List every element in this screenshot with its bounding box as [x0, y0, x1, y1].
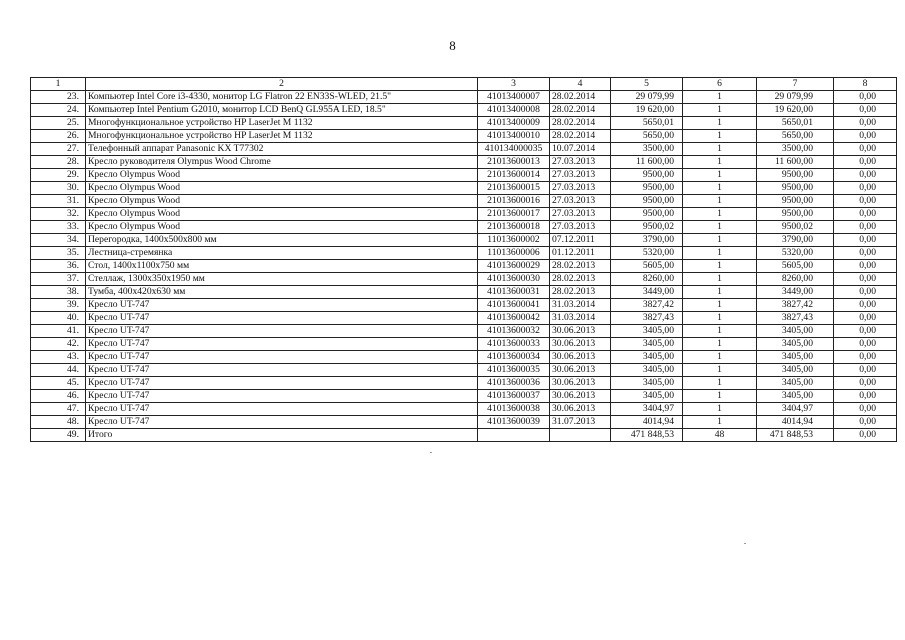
table-row: [31, 91, 897, 104]
cost-cell: 3449,00: [757, 286, 834, 299]
item-name-cell: Кресло UT-747: [86, 312, 478, 325]
column-header: 3: [478, 78, 550, 91]
column-header: 6: [683, 78, 757, 91]
table-row: [31, 208, 897, 221]
quantity-cell: 1: [683, 156, 757, 169]
table-row: [31, 234, 897, 247]
cost-cell: 5650,01: [757, 117, 834, 130]
item-name-cell: Кресло UT-747: [86, 299, 478, 312]
row-number-cell: 26.: [31, 130, 86, 143]
scan-speck: [744, 543, 746, 544]
inventory-number-cell: 41013600035: [478, 364, 550, 377]
quantity-cell: 1: [683, 325, 757, 338]
date-cell: 28.02.2014: [550, 104, 611, 117]
initial-cost-cell: 3405,00: [611, 377, 683, 390]
row-number-cell: 39.: [31, 299, 86, 312]
row-number-cell: 36.: [31, 260, 86, 273]
initial-cost-cell: 5650,01: [611, 117, 683, 130]
inventory-number-cell: 410134000035: [478, 143, 550, 156]
cost-cell: 29 079,99: [757, 91, 834, 104]
row-number-cell: 46.: [31, 390, 86, 403]
inventory-number-cell: 41013600037: [478, 390, 550, 403]
date-cell: 28.02.2014: [550, 130, 611, 143]
row-number-cell: 29.: [31, 169, 86, 182]
quantity-cell: 1: [683, 221, 757, 234]
residual-value-cell: 0,00: [834, 286, 897, 299]
date-cell: 30.06.2013: [550, 377, 611, 390]
cost-cell: 3404,97: [757, 403, 834, 416]
initial-cost-cell: 5320,00: [611, 247, 683, 260]
residual-value-cell: 0,00: [834, 104, 897, 117]
residual-value-cell: 0,00: [834, 273, 897, 286]
item-name-cell: Кресло UT-747: [86, 403, 478, 416]
table-body: [31, 78, 897, 442]
table-row: [31, 156, 897, 169]
row-number-cell: 32.: [31, 208, 86, 221]
table-header-row: [31, 78, 897, 91]
row-number-cell: 31.: [31, 195, 86, 208]
table-row: [31, 299, 897, 312]
inventory-number-cell: 41013400010: [478, 130, 550, 143]
quantity-cell: 1: [683, 286, 757, 299]
row-number-cell: 38.: [31, 286, 86, 299]
table-row: [31, 429, 897, 442]
item-name-cell: Кресло Olympus Wood: [86, 182, 478, 195]
item-name-cell: Многофункциональное устройство HP LaserJet M 1132: [86, 130, 478, 143]
date-cell: 27.03.2013: [550, 156, 611, 169]
inventory-number-cell: 41013400009: [478, 117, 550, 130]
row-number-cell: 45.: [31, 377, 86, 390]
cost-cell: 4014,94: [757, 416, 834, 429]
residual-value-cell: 0,00: [834, 260, 897, 273]
inventory-number-cell: 41013600042: [478, 312, 550, 325]
item-name-cell: Перегородка, 1400x500x800 мм: [86, 234, 478, 247]
quantity-cell: 1: [683, 273, 757, 286]
item-name-cell: Кресло Olympus Wood: [86, 195, 478, 208]
quantity-cell: 1: [683, 247, 757, 260]
inventory-number-cell: 21013600018: [478, 221, 550, 234]
column-header: 1: [31, 78, 86, 91]
cost-cell: 3405,00: [757, 377, 834, 390]
item-name-cell: Кресло Olympus Wood: [86, 221, 478, 234]
row-number-cell: 37.: [31, 273, 86, 286]
residual-value-cell: 0,00: [834, 429, 897, 442]
table-row: [31, 286, 897, 299]
initial-cost-cell: 471 848,53: [611, 429, 683, 442]
item-name-cell: Кресло UT-747: [86, 377, 478, 390]
quantity-cell: 1: [683, 104, 757, 117]
cost-cell: 471 848,53: [757, 429, 834, 442]
quantity-cell: 1: [683, 234, 757, 247]
quantity-cell: 1: [683, 416, 757, 429]
inventory-number-cell: 41013600034: [478, 351, 550, 364]
cost-cell: 3405,00: [757, 364, 834, 377]
cost-cell: 3405,00: [757, 325, 834, 338]
row-number-cell: 25.: [31, 117, 86, 130]
date-cell: 10.07.2014: [550, 143, 611, 156]
date-cell: 30.06.2013: [550, 390, 611, 403]
table-row: [31, 195, 897, 208]
row-number-cell: 43.: [31, 351, 86, 364]
row-number-cell: 42.: [31, 338, 86, 351]
row-number-cell: 48.: [31, 416, 86, 429]
row-number-cell: 47.: [31, 403, 86, 416]
item-name-cell: Компьютер Intel Pentium G2010, монитор LCD BenQ GL955A LED, 18.5": [86, 104, 478, 117]
quantity-cell: 1: [683, 299, 757, 312]
item-name-cell: Стол, 1400x1100x750 мм: [86, 260, 478, 273]
residual-value-cell: 0,00: [834, 169, 897, 182]
table-row: [31, 351, 897, 364]
initial-cost-cell: 9500,00: [611, 169, 683, 182]
date-cell: 27.03.2013: [550, 169, 611, 182]
residual-value-cell: 0,00: [834, 416, 897, 429]
table-row: [31, 117, 897, 130]
inventory-number-cell: 41013600033: [478, 338, 550, 351]
residual-value-cell: 0,00: [834, 221, 897, 234]
residual-value-cell: 0,00: [834, 182, 897, 195]
inventory-number-cell: 21013600016: [478, 195, 550, 208]
initial-cost-cell: 9500,00: [611, 208, 683, 221]
initial-cost-cell: 19 620,00: [611, 104, 683, 117]
residual-value-cell: 0,00: [834, 325, 897, 338]
table-row: [31, 312, 897, 325]
date-cell: 01.12.2011: [550, 247, 611, 260]
cost-cell: 11 600,00: [757, 156, 834, 169]
date-cell: 28.02.2014: [550, 117, 611, 130]
date-cell: 28.02.2013: [550, 260, 611, 273]
item-name-cell: Тумба, 400x420x630 мм: [86, 286, 478, 299]
initial-cost-cell: 8260,00: [611, 273, 683, 286]
initial-cost-cell: 3827,43: [611, 312, 683, 325]
item-name-cell: Многофункциональное устройство HP LaserJet M 1132: [86, 117, 478, 130]
column-header: 8: [834, 78, 897, 91]
initial-cost-cell: 11 600,00: [611, 156, 683, 169]
quantity-cell: 1: [683, 364, 757, 377]
item-name-cell: Кресло руководителя Olympus Wood Chrome: [86, 156, 478, 169]
date-cell: 28.02.2014: [550, 91, 611, 104]
inventory-number-cell: 41013600036: [478, 377, 550, 390]
table-row: [31, 260, 897, 273]
inventory-number-cell: [478, 429, 550, 442]
residual-value-cell: 0,00: [834, 156, 897, 169]
cost-cell: 9500,00: [757, 182, 834, 195]
table-row: [31, 221, 897, 234]
quantity-cell: 1: [683, 351, 757, 364]
initial-cost-cell: 4014,94: [611, 416, 683, 429]
row-number-cell: 35.: [31, 247, 86, 260]
initial-cost-cell: 9500,00: [611, 182, 683, 195]
quantity-cell: 1: [683, 403, 757, 416]
table-row: [31, 338, 897, 351]
item-name-cell: Телефонный аппарат Panasonic KX T77302: [86, 143, 478, 156]
item-name-cell: Кресло UT-747: [86, 364, 478, 377]
residual-value-cell: 0,00: [834, 377, 897, 390]
date-cell: 07.12.2011: [550, 234, 611, 247]
date-cell: 27.03.2013: [550, 195, 611, 208]
date-cell: [550, 429, 611, 442]
scan-speck: [430, 452, 432, 453]
inventory-number-cell: 41013600030: [478, 273, 550, 286]
table-row: [31, 273, 897, 286]
initial-cost-cell: 3404,97: [611, 403, 683, 416]
cost-cell: 3500,00: [757, 143, 834, 156]
initial-cost-cell: 3500,00: [611, 143, 683, 156]
residual-value-cell: 0,00: [834, 312, 897, 325]
item-name-cell: Кресло UT-747: [86, 416, 478, 429]
initial-cost-cell: 29 079,99: [611, 91, 683, 104]
column-header: 5: [611, 78, 683, 91]
residual-value-cell: 0,00: [834, 364, 897, 377]
inventory-number-cell: 11013600002: [478, 234, 550, 247]
date-cell: 30.06.2013: [550, 364, 611, 377]
residual-value-cell: 0,00: [834, 247, 897, 260]
row-number-cell: 34.: [31, 234, 86, 247]
date-cell: 27.03.2013: [550, 208, 611, 221]
date-cell: 31.03.2014: [550, 299, 611, 312]
row-number-cell: 24.: [31, 104, 86, 117]
cost-cell: 9500,00: [757, 208, 834, 221]
date-cell: 28.02.2013: [550, 286, 611, 299]
table-row: [31, 104, 897, 117]
row-number-cell: 49.: [31, 429, 86, 442]
table-row: [31, 182, 897, 195]
quantity-cell: 1: [683, 195, 757, 208]
item-name-cell: Кресло Olympus Wood: [86, 169, 478, 182]
residual-value-cell: 0,00: [834, 234, 897, 247]
initial-cost-cell: 3405,00: [611, 351, 683, 364]
cost-cell: 3827,43: [757, 312, 834, 325]
quantity-cell: 1: [683, 208, 757, 221]
table-row: [31, 364, 897, 377]
date-cell: 31.07.2013: [550, 416, 611, 429]
table-row: [31, 325, 897, 338]
cost-cell: 3405,00: [757, 390, 834, 403]
date-cell: 30.06.2013: [550, 338, 611, 351]
row-number-cell: 33.: [31, 221, 86, 234]
quantity-cell: 1: [683, 130, 757, 143]
initial-cost-cell: 3405,00: [611, 325, 683, 338]
column-header: 4: [550, 78, 611, 91]
inventory-number-cell: 11013600006: [478, 247, 550, 260]
initial-cost-cell: 3405,00: [611, 390, 683, 403]
inventory-number-cell: 41013600041: [478, 299, 550, 312]
initial-cost-cell: 3405,00: [611, 338, 683, 351]
inventory-number-cell: 41013600031: [478, 286, 550, 299]
inventory-number-cell: 21013600013: [478, 156, 550, 169]
cost-cell: 8260,00: [757, 273, 834, 286]
quantity-cell: 1: [683, 338, 757, 351]
item-name-cell: Кресло UT-747: [86, 390, 478, 403]
initial-cost-cell: 3405,00: [611, 364, 683, 377]
residual-value-cell: 0,00: [834, 117, 897, 130]
page-number: 8: [449, 38, 456, 53]
date-cell: 27.03.2013: [550, 182, 611, 195]
inventory-number-cell: 41013600032: [478, 325, 550, 338]
cost-cell: 5605,00: [757, 260, 834, 273]
residual-value-cell: 0,00: [834, 299, 897, 312]
cost-cell: 9500,02: [757, 221, 834, 234]
residual-value-cell: 0,00: [834, 130, 897, 143]
row-number-cell: 27.: [31, 143, 86, 156]
residual-value-cell: 0,00: [834, 208, 897, 221]
quantity-cell: 1: [683, 260, 757, 273]
cost-cell: 19 620,00: [757, 104, 834, 117]
cost-cell: 9500,00: [757, 169, 834, 182]
quantity-cell: 1: [683, 390, 757, 403]
row-number-cell: 44.: [31, 364, 86, 377]
column-header: 2: [86, 78, 478, 91]
item-name-cell: Кресло UT-747: [86, 325, 478, 338]
quantity-cell: 1: [683, 312, 757, 325]
residual-value-cell: 0,00: [834, 403, 897, 416]
cost-cell: 9500,00: [757, 195, 834, 208]
cost-cell: 3790,00: [757, 234, 834, 247]
cost-cell: 3405,00: [757, 351, 834, 364]
initial-cost-cell: 9500,00: [611, 195, 683, 208]
table-row: [31, 143, 897, 156]
inventory-number-cell: 41013600039: [478, 416, 550, 429]
quantity-cell: 1: [683, 182, 757, 195]
row-number-cell: 23.: [31, 91, 86, 104]
initial-cost-cell: 5650,00: [611, 130, 683, 143]
inventory-number-cell: 41013400007: [478, 91, 550, 104]
inventory-number-cell: 41013600029: [478, 260, 550, 273]
residual-value-cell: 0,00: [834, 91, 897, 104]
quantity-cell: 1: [683, 117, 757, 130]
residual-value-cell: 0,00: [834, 390, 897, 403]
table-row: [31, 390, 897, 403]
item-name-cell: Лестница-стремянка: [86, 247, 478, 260]
date-cell: 30.06.2013: [550, 325, 611, 338]
column-header: 7: [757, 78, 834, 91]
date-cell: 28.02.2013: [550, 273, 611, 286]
row-number-cell: 30.: [31, 182, 86, 195]
cost-cell: 3405,00: [757, 338, 834, 351]
initial-cost-cell: 3827,42: [611, 299, 683, 312]
table-row: [31, 169, 897, 182]
residual-value-cell: 0,00: [834, 195, 897, 208]
row-number-cell: 40.: [31, 312, 86, 325]
inventory-number-cell: 41013400008: [478, 104, 550, 117]
item-name-cell: Кресло UT-747: [86, 351, 478, 364]
date-cell: 30.06.2013: [550, 403, 611, 416]
residual-value-cell: 0,00: [834, 351, 897, 364]
table-row: [31, 247, 897, 260]
residual-value-cell: 0,00: [834, 338, 897, 351]
quantity-cell: 1: [683, 91, 757, 104]
quantity-cell: 1: [683, 377, 757, 390]
table-row: [31, 130, 897, 143]
row-number-cell: 41.: [31, 325, 86, 338]
item-name-cell: Кресло Olympus Wood: [86, 208, 478, 221]
cost-cell: 5320,00: [757, 247, 834, 260]
inventory-table: [30, 77, 897, 442]
inventory-number-cell: 21013600017: [478, 208, 550, 221]
cost-cell: 3827,42: [757, 299, 834, 312]
date-cell: 30.06.2013: [550, 351, 611, 364]
date-cell: 27.03.2013: [550, 221, 611, 234]
initial-cost-cell: 3790,00: [611, 234, 683, 247]
item-name-cell: Кресло UT-747: [86, 338, 478, 351]
item-name-cell: Компьютер Intel Core i3-4330, монитор LG Flatron 22 EN33S-WLED, 21.5": [86, 91, 478, 104]
initial-cost-cell: 5605,00: [611, 260, 683, 273]
quantity-cell: 1: [683, 169, 757, 182]
item-name-cell: Стеллаж, 1300x350x1950 мм: [86, 273, 478, 286]
row-number-cell: 28.: [31, 156, 86, 169]
date-cell: 31.03.2014: [550, 312, 611, 325]
quantity-cell: 48: [683, 429, 757, 442]
quantity-cell: 1: [683, 143, 757, 156]
table-row: [31, 403, 897, 416]
cost-cell: 5650,00: [757, 130, 834, 143]
initial-cost-cell: 3449,00: [611, 286, 683, 299]
item-name-cell: Итого: [86, 429, 478, 442]
table-row: [31, 416, 897, 429]
table-row: [31, 377, 897, 390]
inventory-number-cell: 41013600038: [478, 403, 550, 416]
initial-cost-cell: 9500,02: [611, 221, 683, 234]
inventory-number-cell: 21013600015: [478, 182, 550, 195]
residual-value-cell: 0,00: [834, 143, 897, 156]
inventory-number-cell: 21013600014: [478, 169, 550, 182]
